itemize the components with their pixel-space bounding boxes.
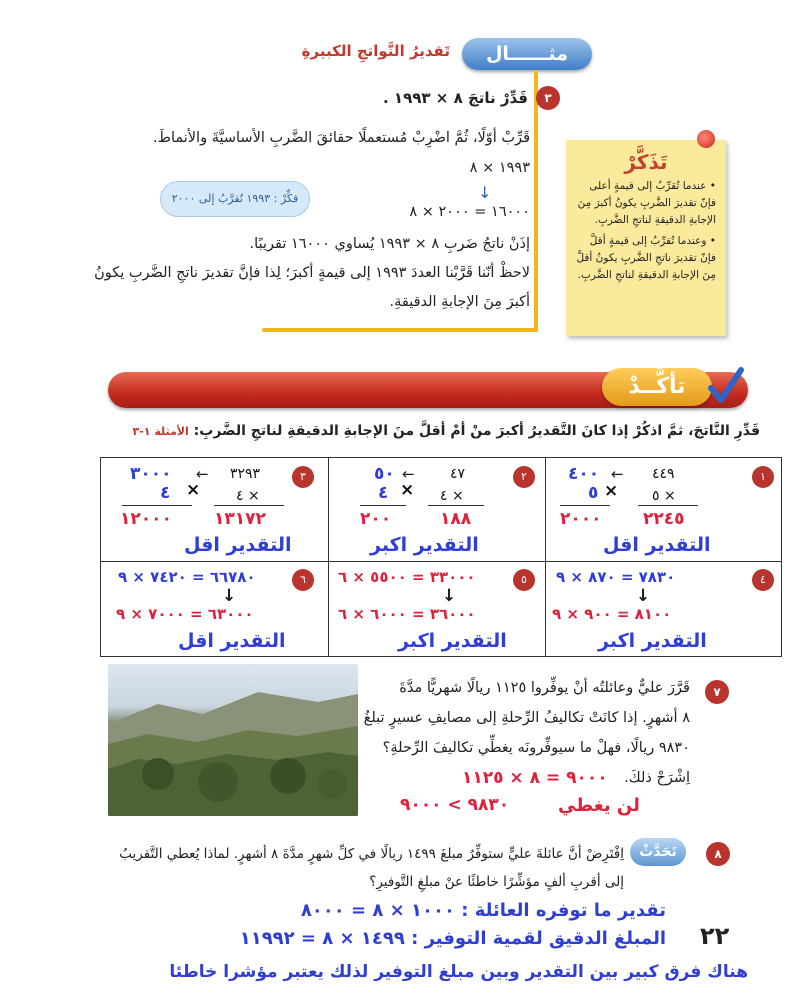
exercise-6-number: ٦ (292, 569, 314, 591)
exercise-4-label: التقدير اكبر (598, 630, 707, 652)
exercise-4-line-1: ٧٨٣٠ = ٨٧٠ × ٩ (556, 568, 676, 586)
exercise-3-top: ٣٢٩٣ (230, 466, 261, 482)
exercise-4-number: ٤ (752, 569, 774, 591)
exercise-2-estimate: ٢٠٠ (360, 509, 392, 529)
question-8-answer-2-text: المبلغ الدقيق لقمية التوفير : ١٤٩٩ × ٨ = ١١٩٩٢ (239, 928, 666, 949)
exercise-grid (100, 457, 782, 657)
exercise-5-number: ٥ (513, 569, 535, 591)
remember-item-1: • عندما تُقرِّبُ إلى قيمةٍ أعلى فإنّ تقديرَ الضَّربِ يكونُ أكبرَ مِنَ الإجابةِ الدقيقةِ لناتجِ الضَّربِ. (577, 180, 716, 226)
example-line-5: لاحظْ أنّنا قَرَّبْنا العددَ ١٩٩٣ إلى قيمةٍ أكبرَ؛ لِذا فإنَّ تقديرَ ناتجِ الضَّربِ يكونُ (94, 265, 530, 281)
talk-badge: تَحَدَّثْ (630, 838, 686, 866)
example-title: تَقديرُ النَّواتجِ الكبيرةِ (301, 42, 450, 60)
confirm-instruction-text: قَدِّرِ النَّاتجَ، ثمَّ اذكُرْ إذا كانَ التَّقديرُ أكبرَ منْ أمْ أقلَّ منَ الإجابةِ الدقيقةِ لناتجِ الضَّربِ: (193, 423, 760, 439)
exercise-3-multiplier-rounded: ٤ (160, 483, 171, 503)
exercise-3-rule-a (122, 505, 192, 506)
question-8-answer-1: تقدير ما توفره العائلة : ١٠٠٠ × ٨ = ٨٠٠٠ (300, 900, 666, 921)
down-arrow-icon: ↓ (636, 586, 651, 606)
confirm-instruction-ref: الأمثلة ١-٣ (132, 425, 189, 438)
question-8-line-1: اِفْتَرِضْ أنَّ عائلةَ عليٍّ ستوفِّرُ مبلغَ ١٤٩٩ ريالًا في كلِّ شهرٍ مدَّةَ ٨ أشهرٍ. لماذا يُعطي التَّقريبُ (119, 846, 624, 862)
exercise-2-multiplier: × ٤ (440, 488, 464, 504)
exercise-2-multiplier-rounded: ٤ (378, 483, 389, 503)
question-8-answer-3: هناك فرق كبير بين التقدير وبين مبلغ التوفير لذلك يعتبر مؤشرا خاطئا (169, 962, 748, 982)
example-line-3: ١٦٠٠٠ = ٢٠٠٠ × ٨ (409, 204, 530, 220)
example-header-pill: مثــــــال (462, 38, 592, 70)
down-arrow-icon: ↓ (478, 183, 492, 202)
exercise-4-line-2: ٨١٠٠ = ٩٠٠ × ٩ (552, 605, 672, 623)
multiply-icon: × (186, 480, 201, 500)
exercise-5-label: التقدير اكبر (398, 630, 507, 652)
example-side-rule (534, 70, 538, 332)
exercise-2-rule-a (360, 505, 406, 506)
exercise-2-label: التقدير اكبر (370, 534, 479, 556)
confirm-label: تأكَّــدْ (602, 368, 712, 406)
mountain-illustration (108, 664, 358, 816)
question-7-answer-3: لن يغطي (558, 795, 640, 816)
exercise-3-number: ٣ (292, 466, 314, 488)
exercise-1-estimate: ٢٠٠٠ (560, 509, 602, 529)
remember-title: تَذَكَّرْ (624, 150, 668, 174)
exercise-2-number: ٢ (513, 466, 535, 488)
exercise-2-rule-b (428, 505, 484, 506)
multiply-icon: × (604, 481, 619, 501)
example-line-4: إذَنْ ناتجُ ضَربِ ٨ × ١٩٩٣ يُساوي ١٦٠٠٠ تقريبًا. (249, 236, 530, 252)
exercise-5-line-1: ٣٣٠٠٠ = ٥٥٠٠ × ٦ (338, 568, 476, 586)
mountain-landscape-photo (108, 664, 358, 816)
exercise-1-top: ٤٤٩ (652, 466, 675, 482)
think-cloud: فكِّرْ : ١٩٩٣ تُقرَّبُ إلى ٢٠٠٠ (160, 181, 310, 217)
exercise-1-rule-a (560, 505, 610, 506)
example-bottom-rule (262, 328, 538, 332)
down-arrow-icon: ↓ (222, 586, 237, 606)
example-line-1: قَرِّبْ أوّلًا، ثُمَّ اضْرِبْ مُستعملًا حقائقَ الضَّربِ الأساسيَّةَ والأنماطَ. (152, 130, 530, 146)
grid-divider-v1 (328, 457, 329, 657)
example-question: قَدِّرْ ناتجَ ٨ × ١٩٩٣ . (383, 89, 528, 107)
example-number-badge: ٣ (536, 86, 560, 110)
question-7-line-1: قَرَّرَ عليٌّ وعائلتُه أنْ يوفِّروا ١١٢٥ ريالًا شهريًّا مدَّةَ (399, 680, 690, 696)
question-8-number: ٨ (706, 842, 730, 866)
exercise-1-multiplier: × ٥ (652, 488, 676, 504)
page-number: ٢٢ (700, 922, 730, 950)
exercise-2-exact: ١٨٨ (440, 509, 472, 529)
example-line-6: أكبرَ مِنَ الإجابةِ الدقيقةِ. (389, 294, 530, 310)
exercise-1-label: التقدير اقل (603, 534, 711, 556)
example-line-2: ١٩٩٣ × ٨ (469, 160, 530, 176)
pushpin-icon (697, 130, 715, 148)
exercise-3-rounded: ٣٠٠٠ (130, 464, 172, 484)
exercise-2-top: ٤٧ (450, 466, 466, 482)
exercise-6-label: التقدير اقل (178, 630, 286, 652)
exercise-1-rule-b (638, 505, 698, 506)
remember-note (566, 140, 726, 336)
arrow-left-icon: ← (611, 465, 624, 483)
exercise-3-estimate: ١٢٠٠٠ (120, 509, 172, 529)
exercise-1-rounded: ٤٠٠ (568, 464, 600, 484)
question-7-line-2: ٨ أشهرٍ. إذا كانَتْ تكاليفُ الرِّحلةِ إلى مصايفِ عسيرٍ تبلغُ (363, 710, 690, 726)
arrow-left-icon: ← (402, 465, 415, 483)
question-7-answer-2: ٩٨٣٠ > ٩٠٠٠ (400, 795, 510, 815)
arrow-left-icon: ← (196, 465, 209, 483)
exercise-3-multiplier: × ٤ (236, 488, 260, 504)
multiply-icon: × (400, 480, 415, 500)
exercise-3-exact: ١٣١٧٢ (214, 509, 266, 529)
exercise-5-line-2: ٣٦٠٠٠ = ٦٠٠٠ × ٦ (338, 605, 476, 623)
confirm-instruction (133, 423, 761, 439)
exercise-1-exact: ٢٢٤٥ (643, 509, 685, 529)
exercise-3-label: التقدير اقل (184, 534, 292, 556)
question-7-line-3: ٩٨٣٠ ريالًا، فهلْ ما سيوفِّرونَه يغطِّي تكاليفَ الرِّحلةِ؟ (382, 740, 690, 756)
grid-divider-h (100, 561, 782, 562)
exercise-2-rounded: ٥٠ (374, 464, 395, 484)
down-arrow-icon: ↓ (442, 586, 457, 606)
exercise-1-number: ١ (752, 466, 774, 488)
question-7-number: ٧ (705, 680, 729, 704)
grid-divider-v2 (545, 457, 546, 657)
question-7-answer-1: ٩٠٠٠ = ٨ × ١١٢٥ (462, 768, 608, 788)
exercise-1-multiplier-rounded: ٥ (588, 483, 599, 503)
checkmark-icon (708, 366, 744, 406)
question-7-line-4: اِشْرَحْ ذلكَ. (624, 770, 690, 786)
question-8-answer-2 (240, 928, 666, 949)
question-8-line-2: إلى أقربِ ألفٍ مؤشِّرًا خاطئًا عنْ مبلغِ التَّوفيرِ؟ (369, 874, 624, 890)
exercise-3-rule-b (214, 505, 284, 506)
exercise-6-line-1: ٦٦٧٨٠ = ٧٤٢٠ × ٩ (118, 568, 256, 586)
exercise-6-line-2: ٦٣٠٠٠ = ٧٠٠٠ × ٩ (116, 605, 254, 623)
remember-item-2: • وعندما تُقرِّبُ إلى قيمةٍ أقلَّ فإنّ تقديرَ ناتجِ الضَّربِ يكونُ أقلَّ مِنَ الإجابةِ الدقيقةِ لناتجِ الضَّربِ. (576, 235, 716, 281)
